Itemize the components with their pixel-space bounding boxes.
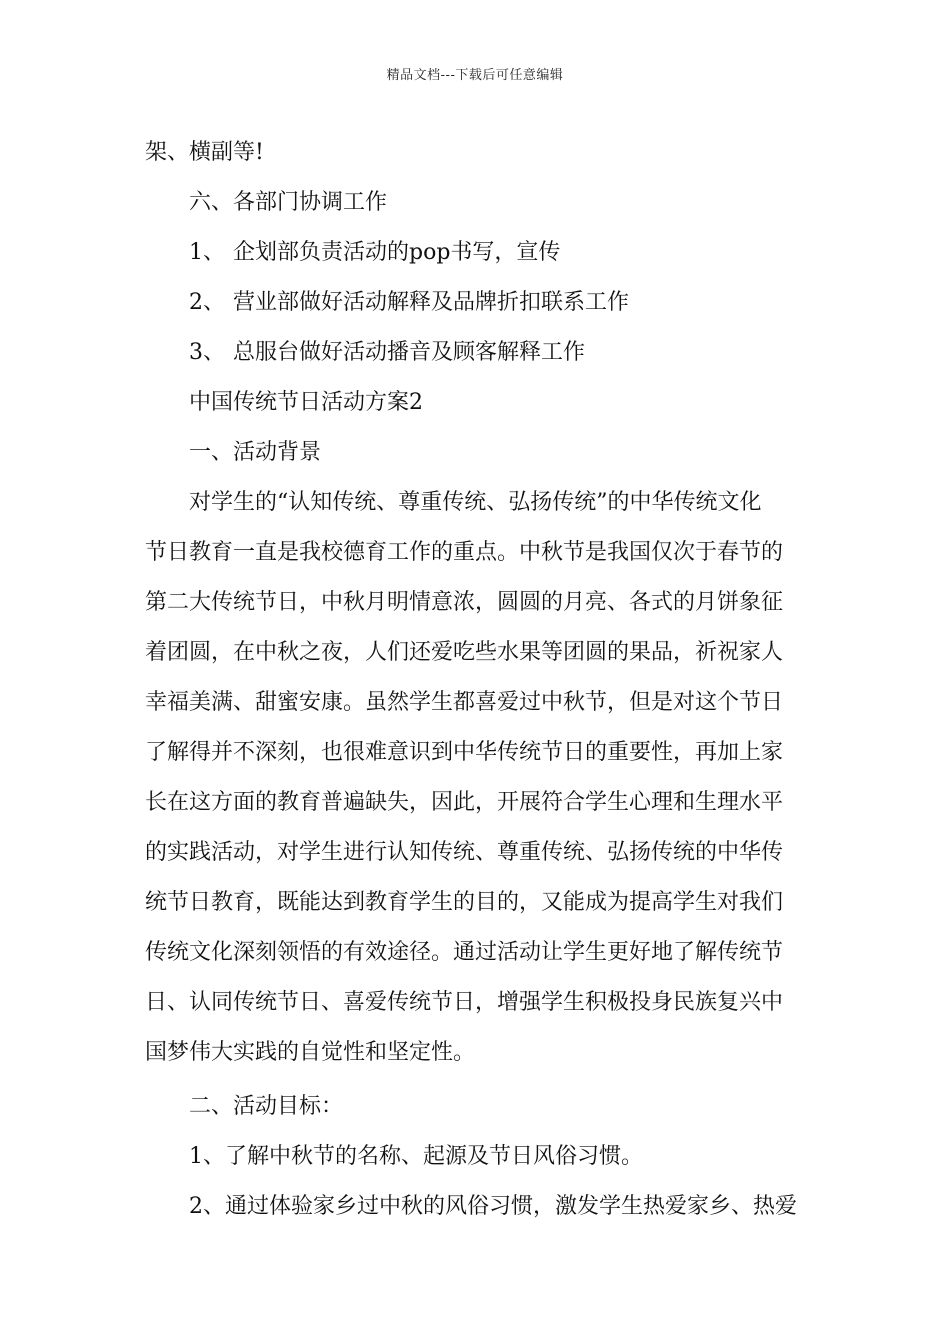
paragraph-line: 长在这方面的教育普遍缺失，因此，开展符合学生心理和生理水平 (145, 790, 784, 815)
list-item (145, 328, 807, 378)
section-two-title: 二、活动目标： (189, 1094, 344, 1119)
list-item-text: 企划部负责活动的pop书写，宣传 (233, 240, 561, 265)
paragraph-line: 的实践活动，对学生进行认知传统、尊重传统、弘扬传统的中华传 (145, 840, 784, 865)
paragraph-line: 国梦伟大实践的自觉性和坚定性。 (145, 1040, 476, 1065)
paragraph-line: 幸福美满、甜蜜安康。虽然学生都喜爱过中秋节，但是对这个节日 (145, 690, 784, 715)
document-body (145, 128, 807, 1232)
paragraph-line: 日、认同传统节日、喜爱传统节日，增强学生积极投身民族复兴中 (145, 990, 784, 1015)
continuation-line: 架、横副等! (145, 140, 264, 165)
background-paragraph (145, 478, 807, 1078)
paragraph-line: 着团圆，在中秋之夜，人们还爱吃些水果等团圆的果品，祈祝家人 (145, 640, 784, 665)
paragraph-line: 节日教育一直是我校德育工作的重点。中秋节是我国仅次于春节的 (145, 540, 784, 565)
page-header: 精品文档---下载后可任意编辑 (386, 68, 564, 83)
paragraph-line: 了解得并不深刻，也很难意识到中华传统节日的重要性，再加上家 (145, 740, 784, 765)
section-six-title: 六、各部门协调工作 (189, 190, 388, 215)
paragraph-line: 第二大传统节日，中秋月明情意浓，圆圆的月亮、各式的月饼象征 (145, 590, 784, 615)
list-item-text: 营业部做好活动解释及品牌折扣联系工作 (233, 290, 630, 315)
goal-line: 1、了解中秋节的名称、起源及节日风俗习惯。 (189, 1144, 643, 1169)
list-item-number: 1、 (189, 240, 225, 265)
list-item-number: 2、 (189, 290, 225, 315)
goal-line: 2、通过体验家乡过中秋的风俗习惯，激发学生热爱家乡、热爱 (189, 1194, 797, 1219)
paragraph-line: 统节日教育，既能达到教育学生的目的，又能成为提高学生对我们 (145, 890, 784, 915)
section-one-title: 一、活动背景 (189, 440, 322, 465)
paragraph-line: 传统文化深刻领悟的有效途径。通过活动让学生更好地了解传统节 (145, 940, 784, 965)
plan-title: 中国传统节日活动方案2 (189, 390, 423, 415)
list-item (145, 278, 807, 328)
list-item (145, 228, 807, 278)
list-item-text: 总服台做好活动播音及顾客解释工作 (233, 340, 586, 365)
list-item-number: 3、 (189, 340, 225, 365)
paragraph-line: 对学生的“认知传统、尊重传统、弘扬传统”的中华传统文化 (189, 490, 762, 515)
